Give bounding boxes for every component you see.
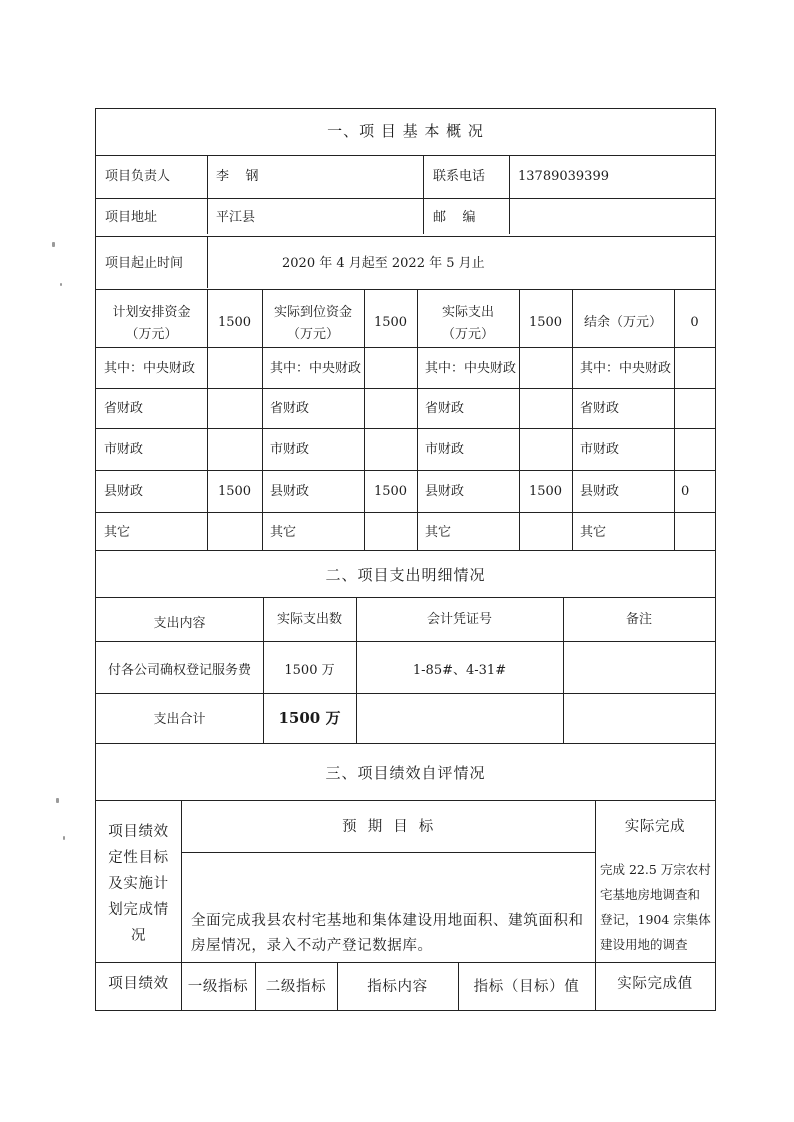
other-finance-label: 其它: [425, 525, 452, 540]
province-finance-label: 省财政: [104, 401, 144, 416]
planned-funds-value: 1500: [217, 315, 252, 330]
other-finance-label: 其它: [104, 525, 131, 540]
scan-mark: [60, 283, 62, 286]
expected-goal-text: [191, 909, 584, 959]
phone-value: 13789039399: [518, 169, 609, 184]
balance-value: 0: [690, 315, 699, 330]
central-finance-label: 其中：中央财政: [270, 361, 362, 376]
planned-funds-label-line1: 计划安排资金: [112, 305, 191, 320]
central-finance-label: 其中：中央财政: [580, 361, 672, 376]
address-value: 平江县: [216, 210, 256, 225]
qualitative-goal-label-line: 况: [130, 928, 147, 944]
section-expense-details: [95, 550, 716, 744]
expense-header-amount: 实际支出数: [276, 612, 342, 627]
received-funds-label: [262, 302, 364, 346]
actual-completion-text: [600, 857, 711, 957]
leader-value: 李 钢: [216, 169, 259, 184]
period-label: 项目起止时间: [105, 256, 184, 271]
planned-funds-label: [96, 302, 207, 346]
expense-header-note: 备注: [625, 612, 652, 627]
received-funds-label-line2: （万元）: [286, 327, 339, 342]
county-finance-value: 1500: [217, 484, 252, 499]
expected-goal-line: 房屋情况，录入不动产登记数据库。: [191, 938, 433, 954]
city-finance-label: 市财政: [580, 442, 620, 457]
city-finance-label: 市财政: [104, 442, 144, 457]
qualitative-goal-label-line: 项目绩效: [108, 824, 169, 840]
county-finance-value: 0: [681, 484, 690, 499]
postcode-label: 邮 编: [433, 210, 476, 225]
section-performance-evaluation: [95, 743, 716, 1011]
other-finance-label: 其它: [580, 525, 607, 540]
section-basic-overview: [95, 108, 716, 551]
indicator-header-content: 指标内容: [367, 979, 428, 995]
expense-header-content: 支出内容: [153, 616, 206, 631]
expense-row-amount: 1500 万: [284, 663, 335, 678]
central-finance-label: 其中：中央财政: [104, 361, 196, 376]
actual-completion-header: 实际完成: [624, 819, 686, 835]
section-1-title: 一、项 目 基 本 概 况: [327, 122, 484, 140]
section-2-title: 二、项目支出明细情况: [325, 566, 486, 584]
expense-row-voucher: 1-85#、4-31#: [412, 663, 507, 678]
address-label: 项目地址: [105, 210, 158, 225]
province-finance-label: 省财政: [580, 401, 620, 416]
expected-goal-line: 全面完成我县农村宅基地和集体建设用地面积、建筑面积和: [191, 913, 584, 929]
indicator-header-performance: 项目绩效: [108, 976, 169, 992]
phone-label: 联系电话: [433, 169, 486, 184]
section-3-title: 三、项目绩效自评情况: [325, 764, 486, 782]
received-funds-label-line1: 实际到位资金: [273, 305, 352, 320]
city-finance-label: 市财政: [425, 442, 465, 457]
actual-completion-line: 完成 22.5 万宗农村: [600, 862, 711, 877]
spent-funds-value: 1500: [528, 315, 563, 330]
county-finance-label: 县财政: [425, 484, 465, 499]
city-finance-label: 市财政: [270, 442, 310, 457]
period-value: 2020 年 4 月起至 2022 年 5 月止: [282, 256, 485, 271]
expected-goal-header: 预 期 目 标: [342, 819, 434, 835]
expense-total-value: 1500 万: [278, 709, 341, 727]
qualitative-goal-label-line: 划完成情: [108, 902, 169, 918]
actual-completion-line: 宅基地房地调查和: [600, 887, 701, 902]
spent-funds-label: [417, 302, 519, 346]
other-finance-label: 其它: [270, 525, 297, 540]
indicator-header-level2: 二级指标: [265, 979, 327, 995]
central-finance-label: 其中：中央财政: [425, 361, 517, 376]
qualitative-goal-label-line: 及实施计: [108, 876, 169, 892]
county-finance-value: 1500: [373, 484, 408, 499]
qualitative-goal-label: [96, 819, 181, 949]
province-finance-label: 省财政: [425, 401, 465, 416]
expense-total-label: 支出合计: [153, 712, 206, 727]
scan-mark: [63, 836, 65, 840]
county-finance-label: 县财政: [104, 484, 144, 499]
indicator-header-target: 指标（目标）值: [473, 979, 580, 995]
expense-header-voucher: 会计凭证号: [426, 612, 492, 627]
received-funds-value: 1500: [373, 315, 408, 330]
actual-completion-line: 登记，1904 宗集体: [600, 912, 711, 927]
spent-funds-label-line2: （万元）: [441, 327, 494, 342]
province-finance-label: 省财政: [270, 401, 310, 416]
county-finance-label: 县财政: [270, 484, 310, 499]
indicator-header-actual: 实际完成值: [617, 976, 693, 992]
balance-label: 结余（万元）: [583, 315, 662, 330]
indicator-header-level1: 一级指标: [187, 979, 249, 995]
spent-funds-label-line1: 实际支出: [441, 305, 494, 320]
expense-row-content: 付各公司确权登记服务费: [107, 663, 251, 678]
scan-mark: [56, 798, 59, 803]
planned-funds-label-line2: （万元）: [125, 327, 178, 342]
county-finance-label: 县财政: [580, 484, 620, 499]
scan-mark: [52, 242, 55, 247]
qualitative-goal-label-line: 定性目标: [108, 850, 169, 866]
actual-completion-line: 建设用地的调查: [600, 937, 688, 952]
leader-label: 项目负责人: [105, 169, 171, 184]
county-finance-value: 1500: [528, 484, 563, 499]
